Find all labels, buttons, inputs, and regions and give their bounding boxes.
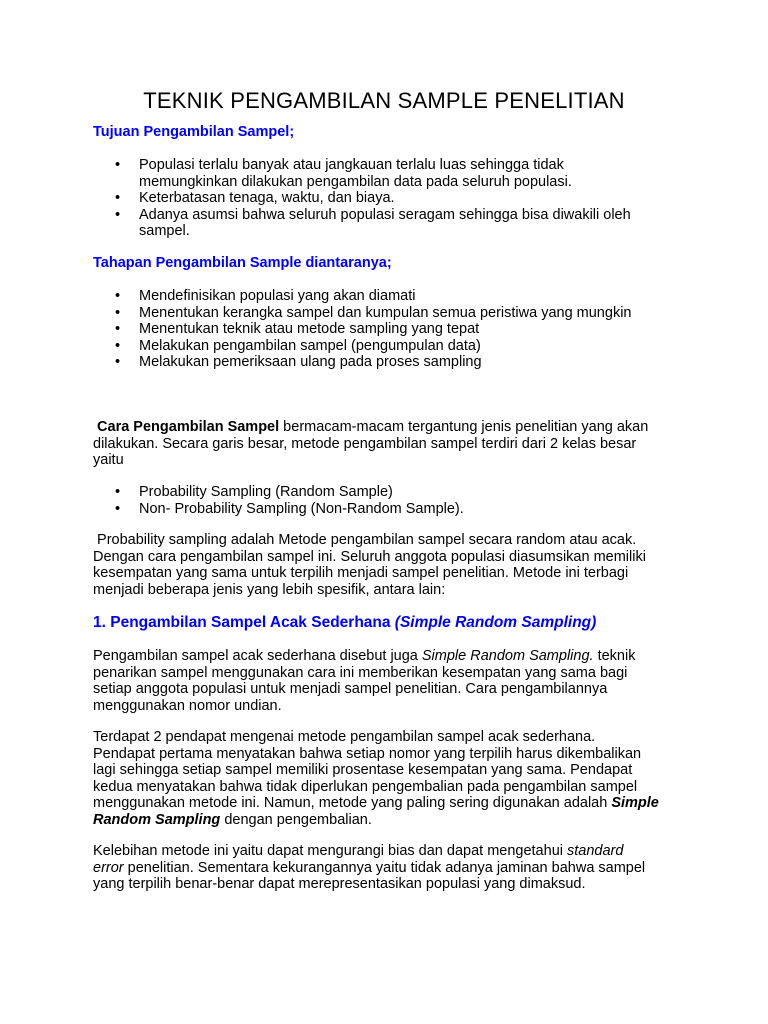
page-title: TEKNIK PENGAMBILAN SAMPLE PENELITIAN [143, 88, 625, 113]
list-item [93, 501, 464, 518]
list-item [93, 207, 631, 240]
list-item-text: Keterbatasan tenaga, waktu, dan biaya. [139, 190, 395, 206]
text-run: lagi sehingga setiap sampel memiliki prosentase kesempatan yang sama. Pendapat [93, 762, 633, 778]
heading-text: 1. Pengambilan Sampel Acak Sederhana [93, 614, 395, 631]
section-heading-tahapan: Tahapan Pengambilan Sample diantaranya; [93, 255, 392, 271]
bullet-icon: • [115, 304, 121, 321]
text-run: yang terpilih benar-benar dapat merepresentasikan populasi yang dimaksud. [93, 876, 586, 892]
list-item [93, 338, 631, 355]
list-item-text: Populasi terlalu banyak atau jangkauan terlalu luas sehingga tidak [139, 157, 564, 173]
list-item-text: Melakukan pengambilan sampel (pengumpulan data) [139, 337, 481, 354]
list-item-text: sampel. [139, 223, 190, 239]
bold-italic-term: Simple [611, 795, 659, 811]
kelas-list [93, 484, 464, 517]
tujuan-list [93, 157, 631, 240]
heading-italic-text: (Simple Random Sampling) [394, 614, 597, 631]
list-item-text: Mendefinisikan populasi yang akan diamati [139, 288, 416, 304]
bullet-icon: • [115, 337, 121, 354]
text-run: menjadi beberapa jenis yang lebih spesifik, antara lain: [93, 581, 446, 598]
text-run: bermacam-macam tergantung jenis penelitian yang akan [279, 419, 649, 435]
text-run: menggunakan metode ini. Namun, metode yang paling sering digunakan adalah [93, 795, 612, 811]
text-run: Pendapat pertama menyatakan bahwa setiap nomor yang terpilih harus dikembalikan [93, 745, 642, 762]
text-run: Probability sampling adalah Metode pengambilan sampel secara random atau acak. [93, 532, 637, 548]
tahapan-list [93, 288, 631, 371]
text-run: kesempatan yang sama untuk terpilih menjadi sampel penelitian. Metode ini terbagi [93, 565, 629, 581]
text-run: Pengambilan sampel acak sederhana disebut juga [93, 648, 422, 664]
list-item-text: Menentukan teknik atau metode sampling yang tepat [139, 321, 480, 337]
bullet-icon: • [115, 157, 121, 173]
list-item [93, 157, 631, 190]
text-run: dengan pengembalian. [220, 811, 372, 828]
bullet-icon: • [115, 500, 121, 517]
section-heading-simple-random [93, 614, 596, 632]
list-item [93, 190, 631, 207]
cara-paragraph [93, 419, 693, 469]
list-item [93, 484, 464, 501]
bold-italic-term: Random Sampling [93, 811, 221, 828]
list-item [93, 288, 631, 305]
text-run: dilakukan. Secara garis besar, metode pengambilan sampel terdiri dari 2 kelas besar [93, 435, 637, 452]
list-item-text: Non- Probability Sampling (Non-Random Sample). [139, 500, 464, 517]
list-item-text: Melakukan pemeriksaan ulang pada proses sampling [139, 354, 482, 370]
text-run: penarikan sampel menggunakan cara ini memberikan kesempatan yang sama bagi [93, 664, 628, 681]
section-heading-tujuan: Tujuan Pengambilan Sampel; [93, 124, 295, 140]
probability-paragraph [93, 532, 693, 598]
list-item-text: Adanya asumsi bahwa seluruh populasi seragam sehingga bisa diwakili oleh [139, 206, 631, 223]
list-item [93, 321, 631, 338]
italic-term: error [93, 859, 124, 876]
bullet-icon: • [115, 288, 121, 304]
bullet-icon: • [115, 190, 121, 206]
list-item-text: memungkinkan dilakukan pengambilan data pada seluruh populasi. [139, 173, 572, 190]
text-run: menggunakan nomor undian. [93, 697, 282, 714]
italic-term: standard [567, 843, 624, 859]
bullet-icon: • [115, 484, 121, 500]
bullet-icon: • [115, 354, 121, 370]
text-run: Terdapat 2 pendapat mengenai metode pengambilan sampel acak sederhana. [93, 729, 596, 745]
simple-random-paragraph [93, 648, 693, 714]
pendapat-paragraph [93, 729, 693, 828]
list-item-text: Probability Sampling (Random Sample) [139, 484, 393, 500]
text-run: penelitian. Sementara kekurangannya yaitu tidak adanya jaminan bahwa sampel [123, 859, 646, 876]
list-item [93, 354, 631, 371]
text-run: Dengan cara pengambilan sampel ini. Seluruh anggota populasi diasumsikan memiliki [93, 548, 646, 565]
italic-term: Simple Random Sampling. [421, 648, 594, 664]
cara-bold-term: Cara Pengambilan Sampel [97, 419, 280, 435]
bullet-icon: • [115, 321, 121, 337]
text-run: yaitu [93, 452, 124, 468]
kelebihan-paragraph [93, 843, 693, 893]
text-run: teknik [593, 648, 636, 664]
text-run: setiap anggota populasi untuk menjadi sampel penelitian. Cara pengambilannya [93, 681, 608, 697]
list-item-text: Menentukan kerangka sampel dan kumpulan semua peristiwa yang mungkin [139, 304, 632, 321]
bullet-icon: • [115, 206, 121, 223]
text-run: kedua menyatakan bahwa tidak diperlukan pengembalian pada pengambilan sampel [93, 778, 638, 795]
list-item [93, 305, 631, 322]
text-run: Kelebihan metode ini yaitu dapat mengurangi bias dan dapat mengetahui [93, 843, 568, 859]
